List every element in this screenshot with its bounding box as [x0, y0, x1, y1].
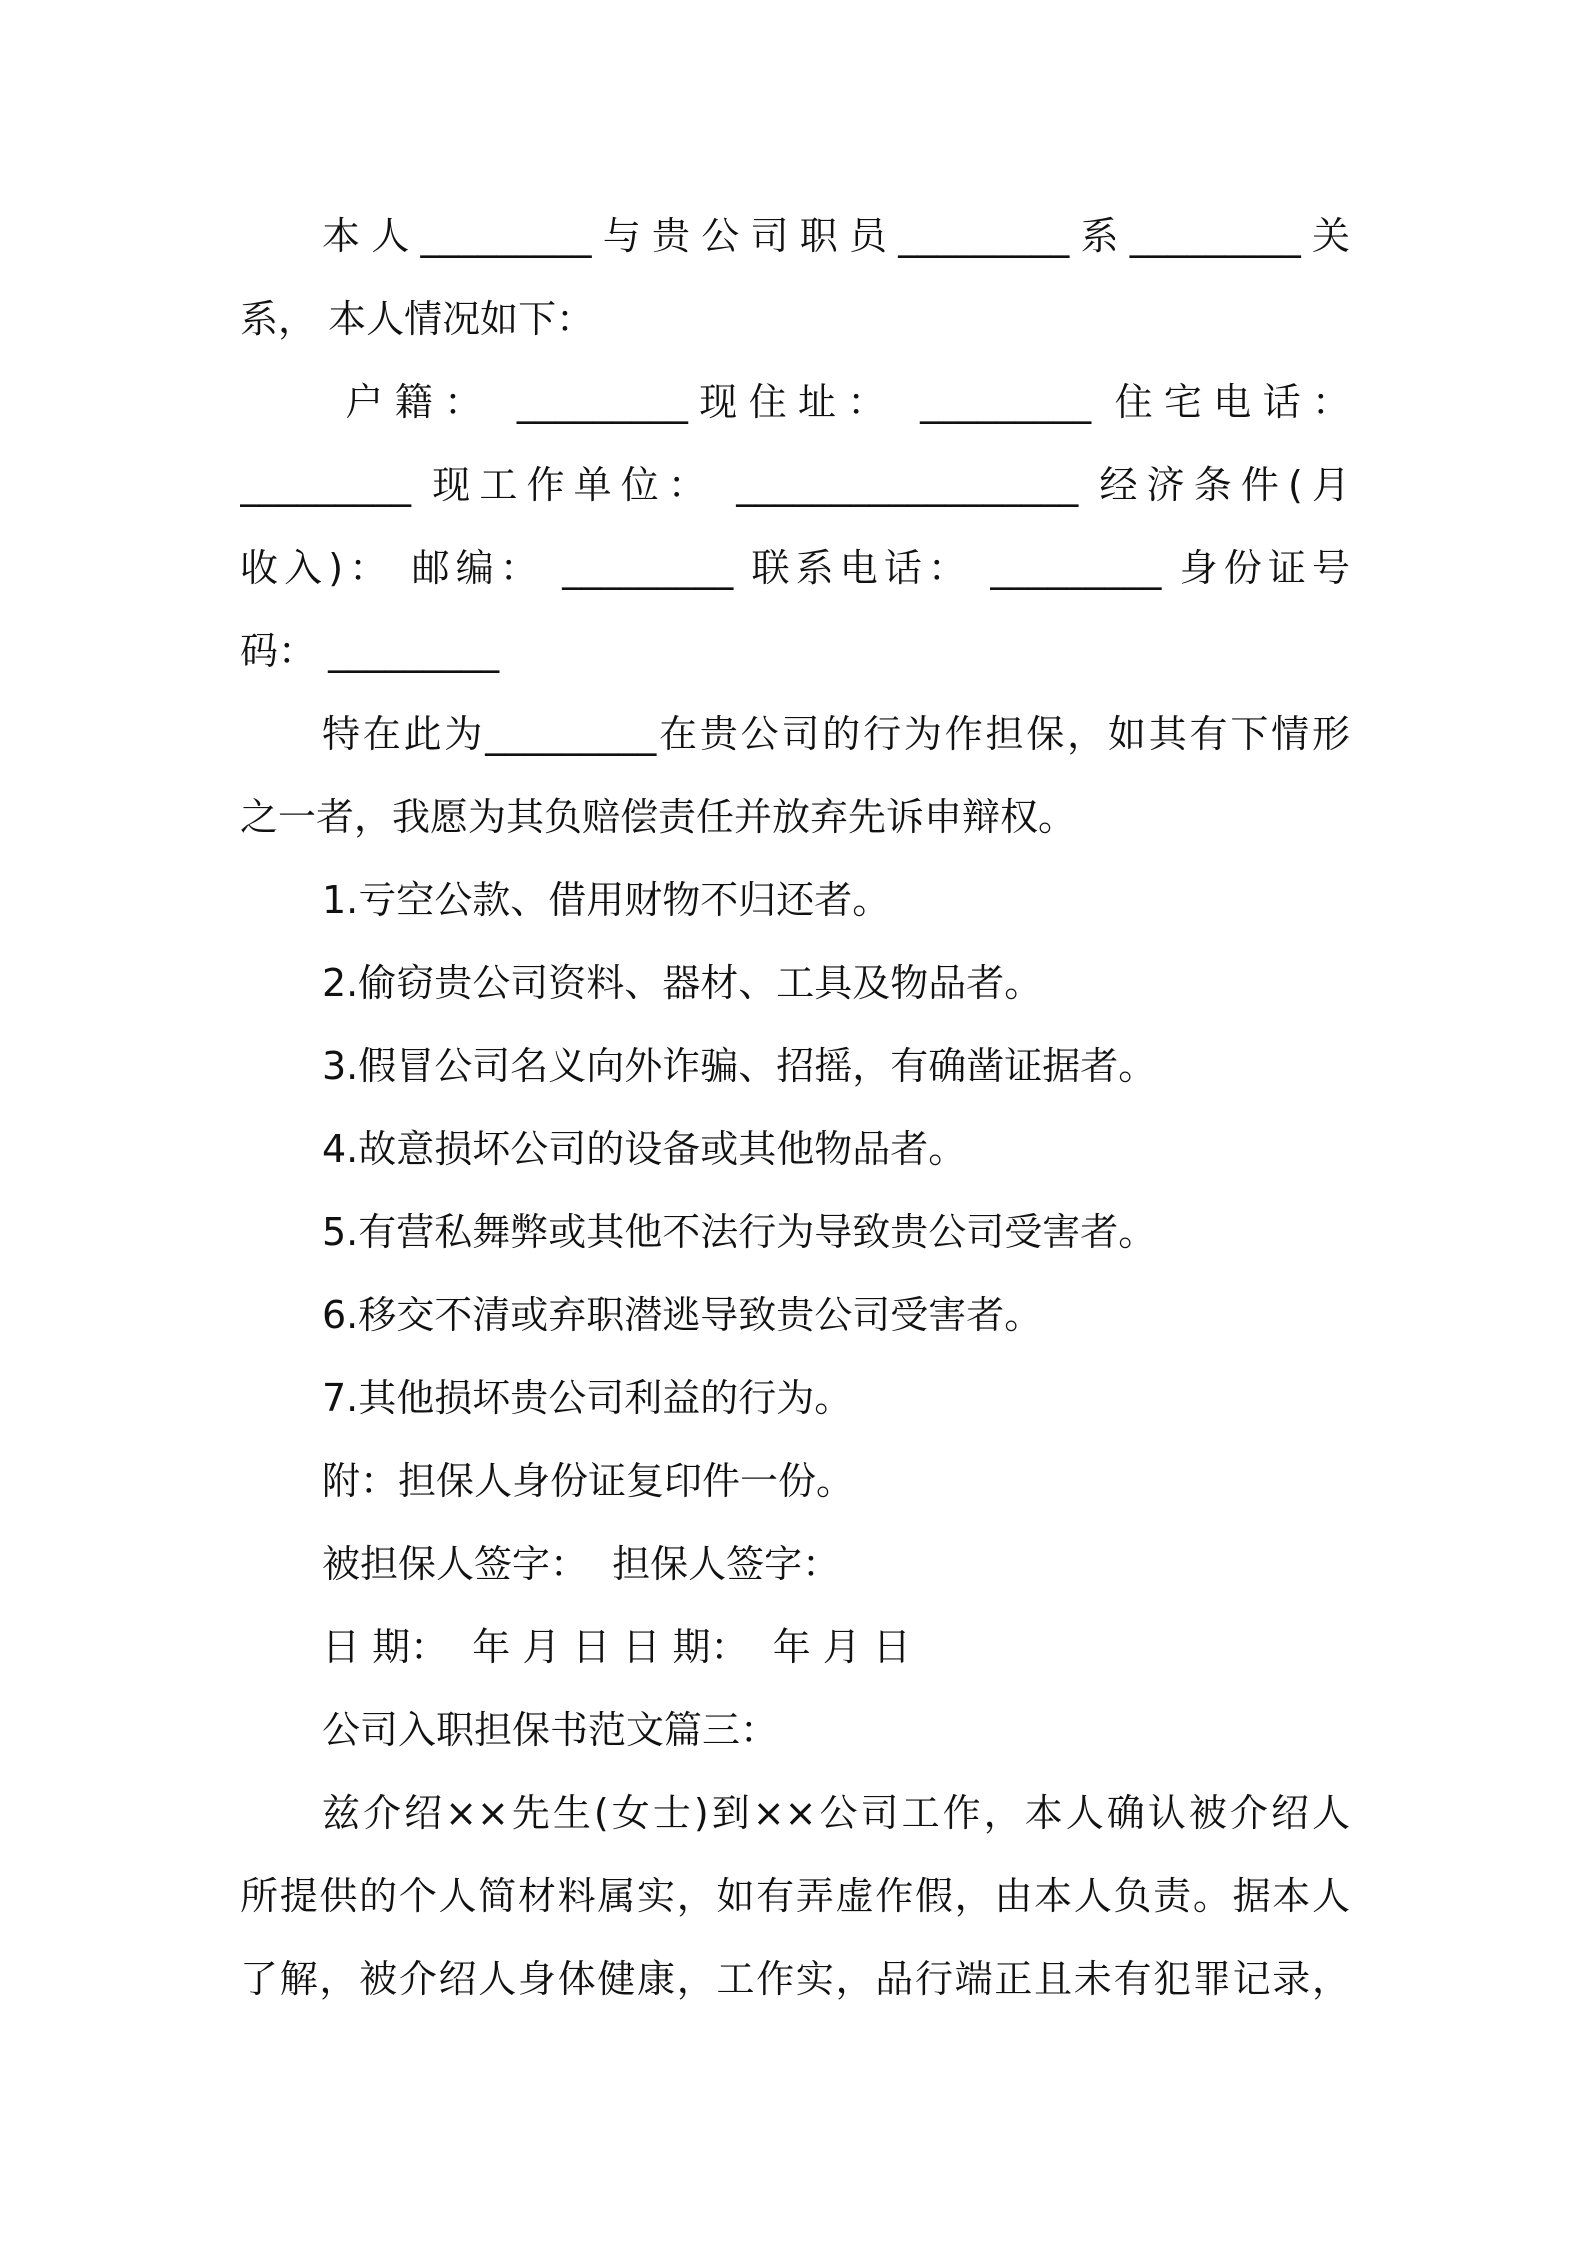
list-item: 7.其他损坏贵公司利益的行为。 [322, 1376, 853, 1420]
section-heading: 公司入职担保书范文篇三： [322, 1708, 779, 1752]
list-item: 4.故意损坏公司的设备或其他物品者。 [322, 1127, 967, 1171]
date-line: 日 期： 年 月 日 日 期： 年 月 日 [322, 1625, 911, 1669]
text-line: 之一者，我愿为其负赔偿责任并放弃先诉申辩权。 [240, 795, 1077, 839]
text-line: 所提供的个人简材料属实，如有弄虚作假，由本人负责。据本人 [240, 1874, 1350, 1918]
attachment-note: 附：担保人身份证复印件一份。 [322, 1459, 855, 1503]
list-item: 3.假冒公司名义向外诈骗、招摇，有确凿证据者。 [322, 1044, 1157, 1088]
text-line: 特在此为_________在贵公司的行为作担保，如其有下情形 [322, 712, 1350, 756]
text-line: 兹介绍××先生(女士)到××公司工作，本人确认被介绍人 [322, 1791, 1350, 1835]
text-line: 收入)： 邮编： _________ 联系电话： _________ 身份证号 [240, 546, 1350, 590]
list-item: 2.偷窃贵公司资料、器材、工具及物品者。 [322, 961, 1043, 1005]
text-line: 本人_________与贵公司职员_________系_________关 [322, 214, 1350, 258]
text-line: _________ 现工作单位： __________________ 经济条件(月 [240, 463, 1350, 507]
list-item: 5.有营私舞弊或其他不法行为导致贵公司受害者。 [322, 1210, 1157, 1254]
text-line: 了解，被介绍人身体健康，工作实，品行端正且未有犯罪记录， [240, 1957, 1350, 2001]
document-body [240, 195, 1350, 2021]
signature-line: 被担保人签字： 担保人签字： [322, 1542, 841, 1586]
list-item: 1.亏空公款、借用财物不归还者。 [322, 878, 891, 922]
text-line: 码： _________ [240, 629, 500, 673]
text-line: 系， 本人情况如下： [240, 297, 595, 341]
text-line: 户籍： _________现住址： _________ 住宅电话： [322, 380, 1350, 424]
list-item: 6.移交不清或弃职潜逃导致贵公司受害者。 [322, 1293, 1043, 1337]
